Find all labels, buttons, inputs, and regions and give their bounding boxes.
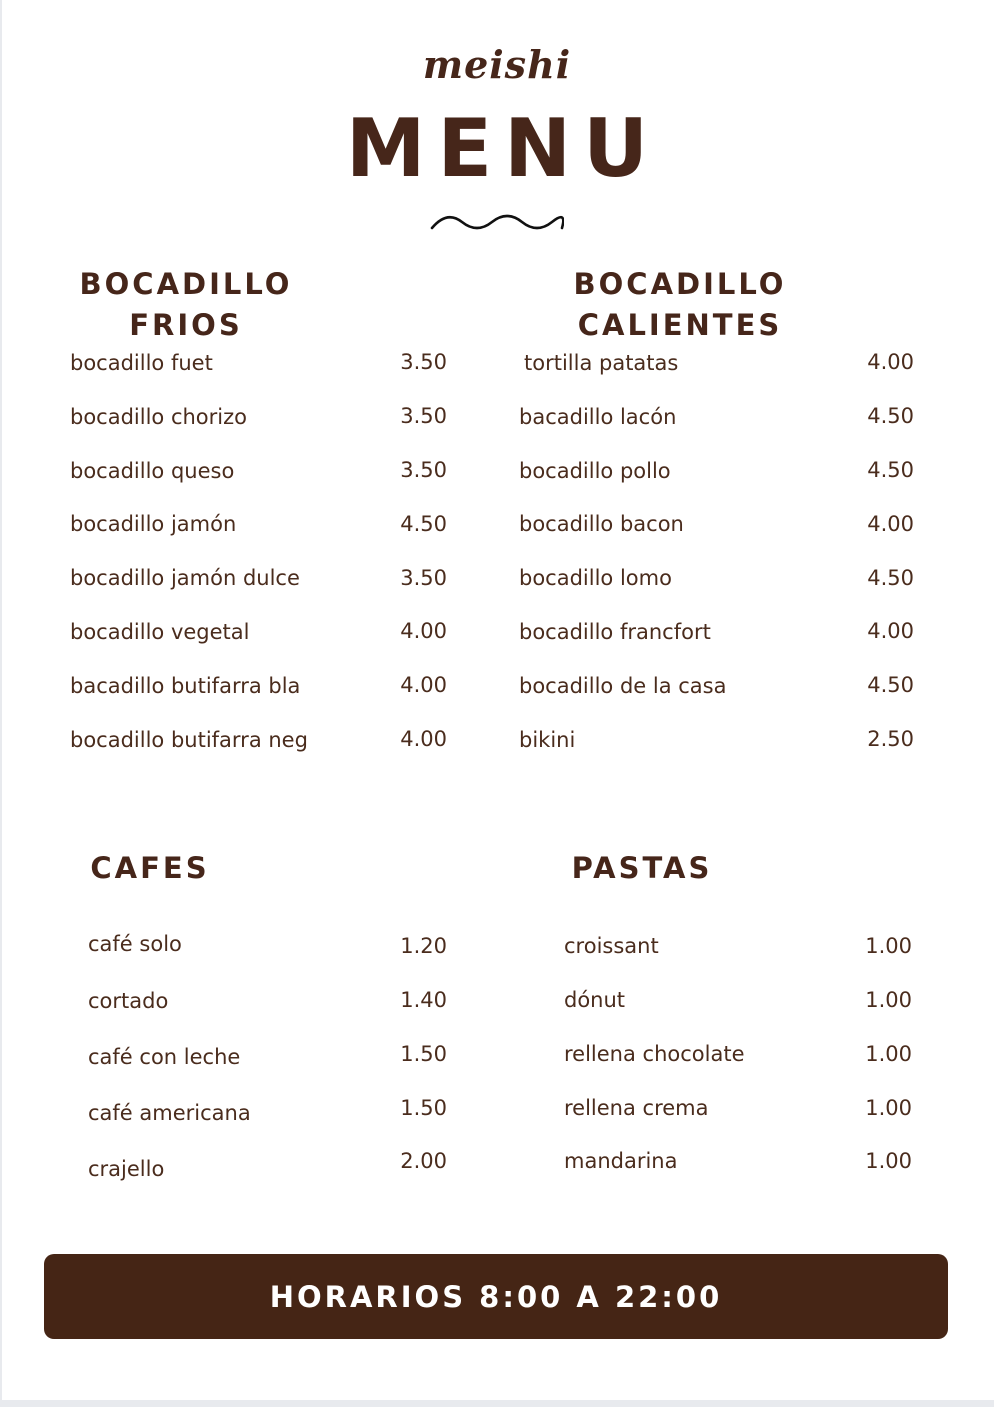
menu-item-price: 1.00 xyxy=(865,988,912,1012)
menu-item-name: cortado xyxy=(88,989,169,1013)
section-heading-pastas: PASTAS xyxy=(571,851,713,885)
menu-item-name: café con leche xyxy=(88,1045,241,1069)
menu-item-name: bocadillo vegetal xyxy=(70,620,250,644)
menu-item-price: 4.00 xyxy=(400,619,447,643)
menu-item-price: 4.50 xyxy=(400,512,447,536)
brand-logo: meishi xyxy=(422,42,572,87)
menu-item-price: 3.50 xyxy=(400,404,447,428)
section-heading-frios: BOCADILLO FRIOS xyxy=(79,267,293,342)
menu-item-name: café americana xyxy=(88,1101,251,1125)
menu-item-price: 1.00 xyxy=(865,1149,912,1173)
menu-item-name: bacadillo butifarra bla xyxy=(70,674,301,698)
menu-item-name: dónut xyxy=(564,988,626,1012)
menu-item-price: 1.00 xyxy=(865,934,912,958)
menu-item-price: 1.00 xyxy=(865,1042,912,1066)
menu-item-name: bacadillo lacón xyxy=(519,405,677,429)
menu-item-name: mandarina xyxy=(564,1149,678,1173)
menu-item-name: rellena crema xyxy=(564,1096,709,1120)
section-heading-cafes: CAFES xyxy=(90,851,210,885)
menu-item-price: 4.50 xyxy=(867,566,914,590)
menu-item-name: bocadillo pollo xyxy=(519,459,671,483)
menu-item-name: bikini xyxy=(519,728,576,752)
menu-item-price: 4.00 xyxy=(867,350,914,374)
menu-item-price: 4.50 xyxy=(867,673,914,697)
opening-hours-text: HORARIOS 8:00 A 22:00 xyxy=(269,1279,723,1314)
menu-item-price: 4.00 xyxy=(400,727,447,751)
menu-item-price: 3.50 xyxy=(400,458,447,482)
menu-item-name: tortilla patatas xyxy=(524,351,679,375)
menu-item-name: croissant xyxy=(564,934,659,958)
menu-item-price: 4.00 xyxy=(867,512,914,536)
menu-item-price: 4.50 xyxy=(867,404,914,428)
menu-item-price: 3.50 xyxy=(400,566,447,590)
menu-item-name: bocadillo jamón xyxy=(70,512,237,536)
menu-item-name: bocadillo butifarra neg xyxy=(70,728,308,752)
menu-item-price: 4.00 xyxy=(867,619,914,643)
squiggle-divider-icon xyxy=(430,212,564,232)
menu-item-name: crajello xyxy=(88,1157,165,1181)
menu-item-price: 1.00 xyxy=(865,1096,912,1120)
menu-item-name: bocadillo chorizo xyxy=(70,405,247,429)
menu-item-price: 1.50 xyxy=(400,1096,447,1120)
opening-hours-banner xyxy=(44,1254,948,1339)
menu-item-name: café solo xyxy=(88,932,182,956)
menu-item-price: 1.40 xyxy=(400,988,447,1012)
menu-item-name: bocadillo lomo xyxy=(519,566,672,590)
menu-item-price: 4.50 xyxy=(867,458,914,482)
menu-item-name: bocadillo queso xyxy=(70,459,235,483)
menu-page xyxy=(2,0,994,1400)
menu-item-name: bocadillo francfort xyxy=(519,620,711,644)
menu-item-name: bocadillo bacon xyxy=(519,512,684,536)
menu-item-price: 2.00 xyxy=(400,1149,447,1173)
menu-item-price: 3.50 xyxy=(400,350,447,374)
menu-item-price: 1.20 xyxy=(400,934,447,958)
menu-item-price: 2.50 xyxy=(867,727,914,751)
menu-item-price: 1.50 xyxy=(400,1042,447,1066)
menu-item-name: bocadillo de la casa xyxy=(519,674,727,698)
section-heading-calientes: BOCADILLO CALIENTES xyxy=(573,267,787,342)
menu-item-name: bocadillo jamón dulce xyxy=(70,566,300,590)
menu-item-name: bocadillo fuet xyxy=(70,351,213,375)
menu-item-name: rellena chocolate xyxy=(564,1042,745,1066)
page-title: MENU xyxy=(345,102,661,195)
menu-item-price: 4.00 xyxy=(400,673,447,697)
